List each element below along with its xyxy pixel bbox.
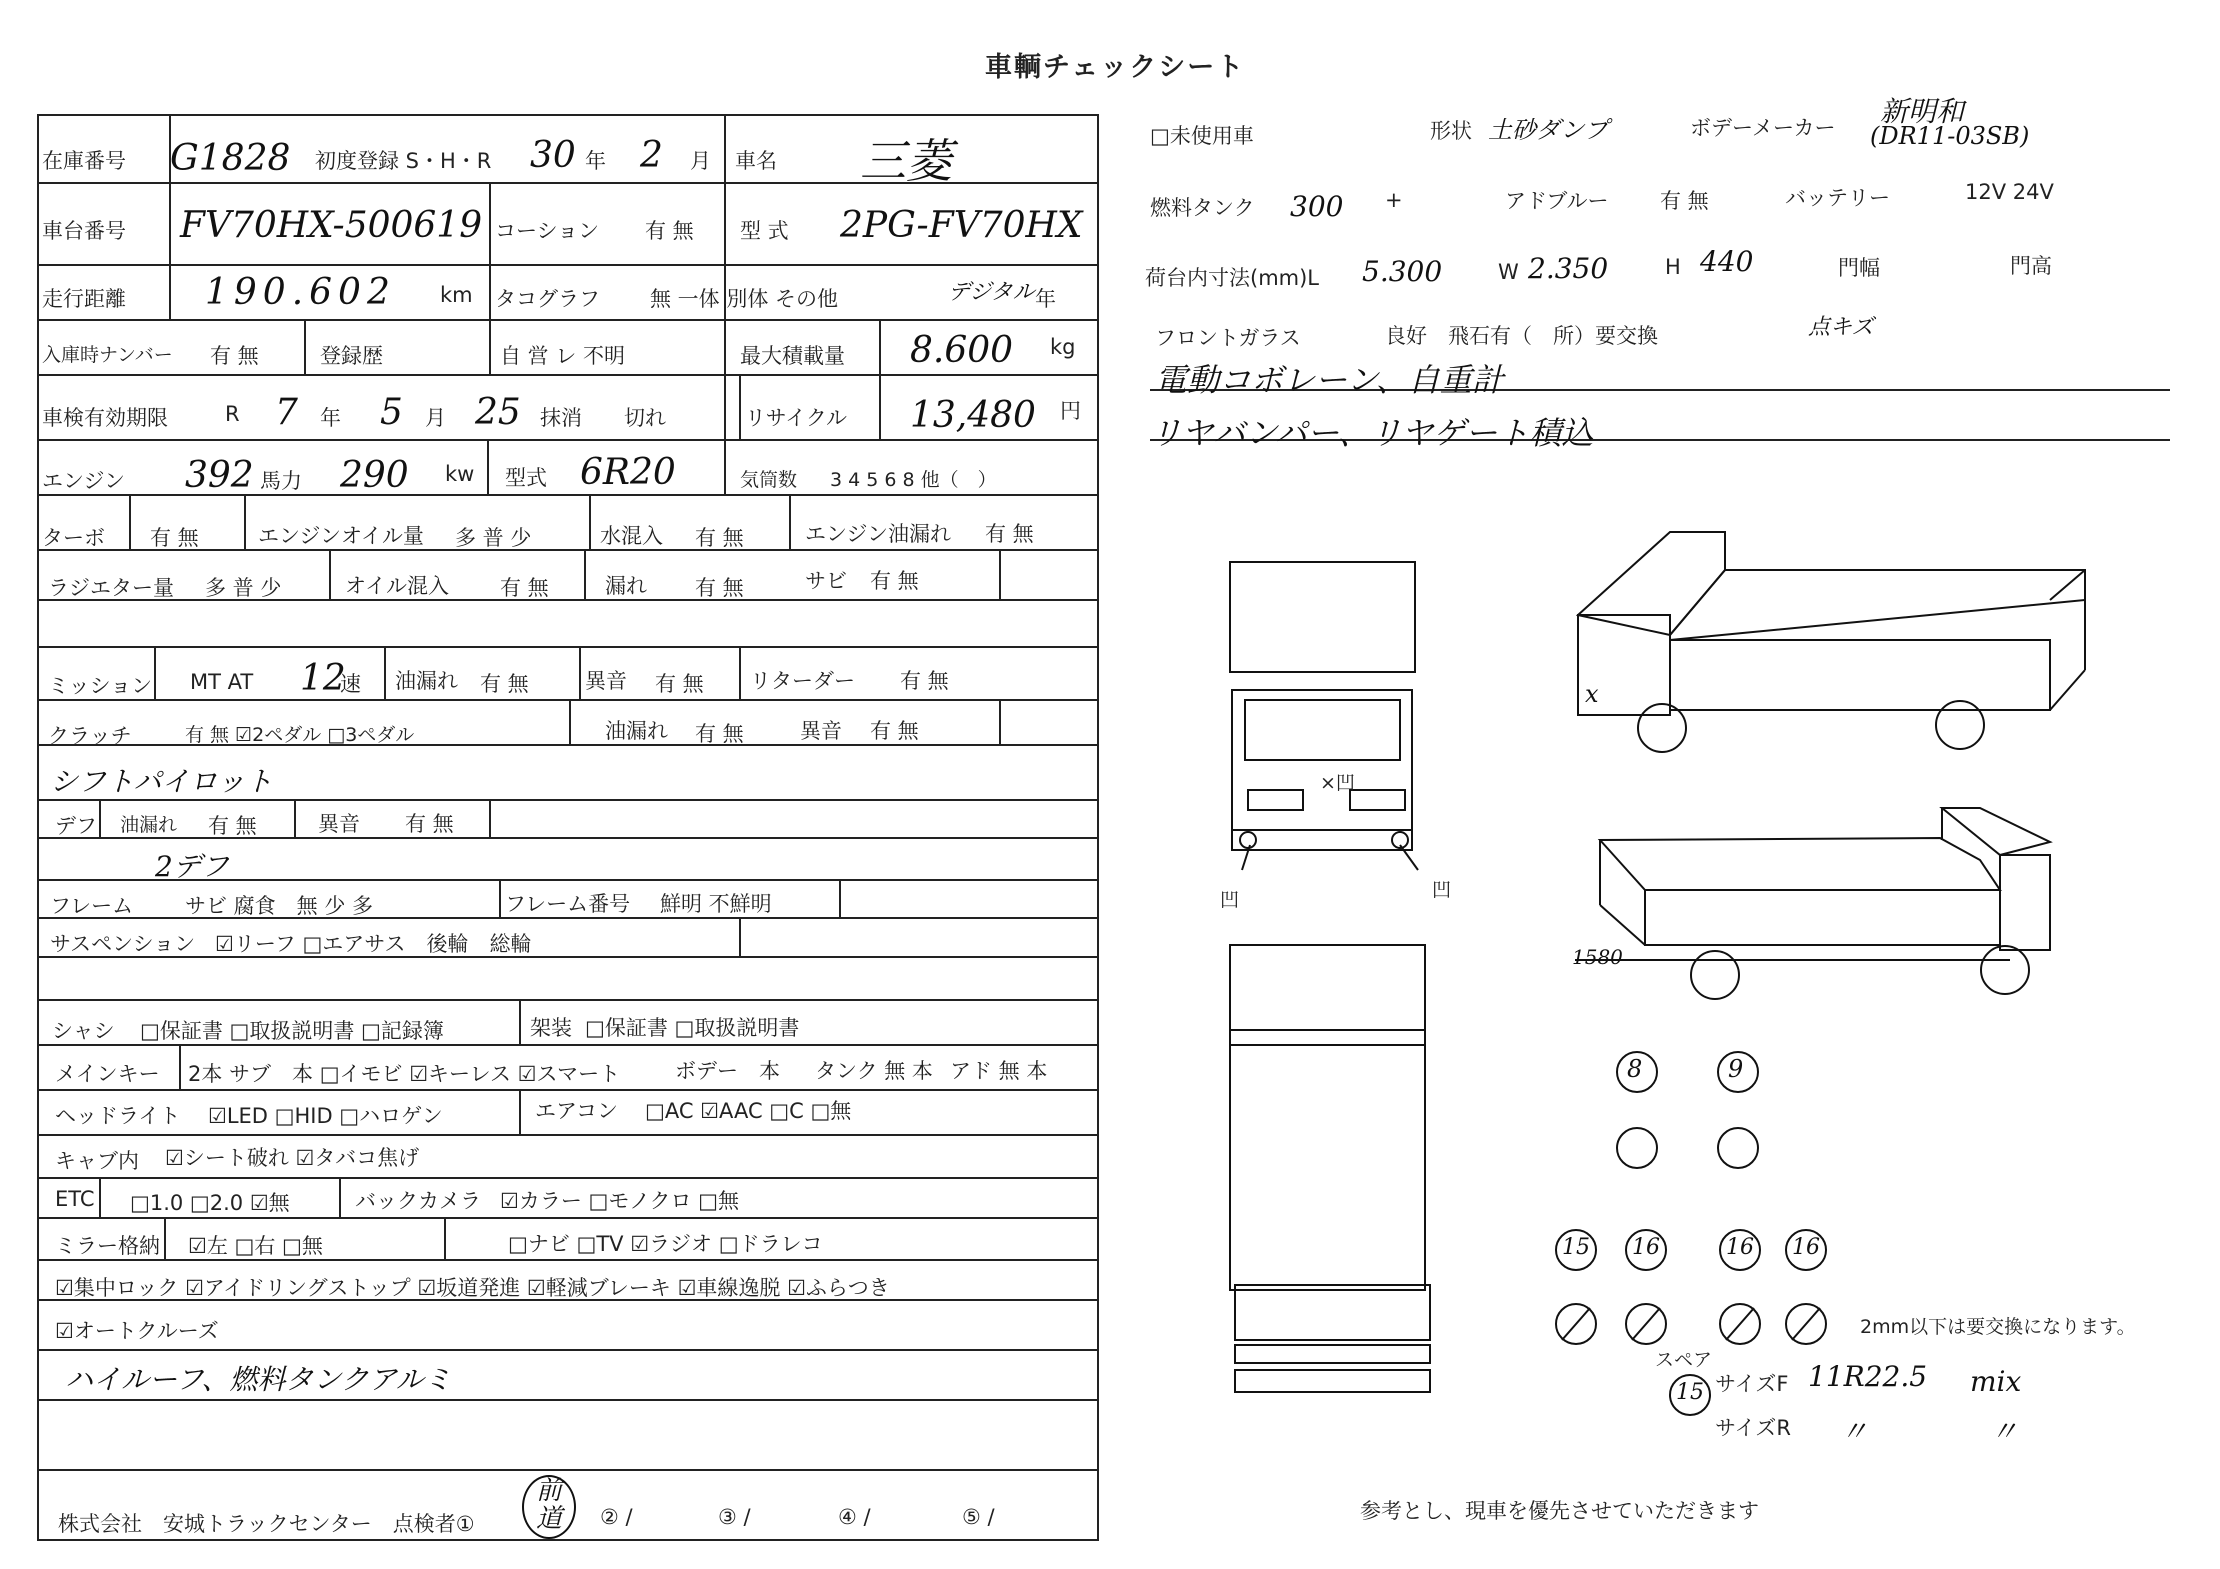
top-view-cab xyxy=(1230,562,1415,672)
kg-unit: kg xyxy=(1050,335,1076,359)
aircon-label: エアコン xyxy=(535,1099,618,1123)
rust-value: 有 無 xyxy=(870,569,919,593)
clutch-label: クラッチ xyxy=(48,724,132,748)
frame-number-label: フレーム番号 xyxy=(505,892,631,916)
turbo-label: ターボ xyxy=(42,526,105,550)
size-front-value: 11R22.5 xyxy=(1808,1360,1928,1393)
plate-label: 入庫時ナンバー xyxy=(42,344,173,366)
mission-oil-leak-value: 有 無 xyxy=(480,672,529,696)
mission-noise-label: 異音 xyxy=(585,669,627,693)
cabin-label: キャブ内 xyxy=(55,1149,139,1173)
bed-height: 440 xyxy=(1700,245,1754,278)
bed-dimension-label: 荷台内寸法(mm)L xyxy=(1145,266,1319,290)
suspension-value: ☑リーフ □エアサス 後輪 総輪 xyxy=(215,932,532,956)
frame-value: サビ 腐食 無 少 多 xyxy=(185,894,374,918)
bottom-note: 参考とし、現車を優先させていただきます xyxy=(1360,1499,1759,1523)
back-camera-label: バックカメラ xyxy=(355,1189,481,1213)
remark-2: リヤバンパー、リヤゲート積込 xyxy=(1150,414,1594,452)
oil-mix-value: 有 無 xyxy=(500,576,549,600)
size-rear-label: サイズR xyxy=(1715,1416,1791,1440)
back-camera-value: ☑カラー □モノクロ □無 xyxy=(500,1189,740,1213)
chassis-label: 車台番号 xyxy=(42,219,126,243)
recycle-label: リサイクル xyxy=(745,406,848,430)
cabin-value: ☑シート破れ ☑タバコ焦げ xyxy=(165,1146,420,1170)
model-type-label: 型 式 xyxy=(740,219,789,243)
inspection-era: R xyxy=(225,402,240,426)
leak-label: 漏れ xyxy=(605,574,647,598)
diff-oil-leak-label: 油漏れ xyxy=(120,814,178,836)
retarder-label: リターダー xyxy=(750,669,855,693)
yen-unit: 円 xyxy=(1060,399,1081,423)
clutch-oil-leak-value: 有 無 xyxy=(695,722,744,746)
clutch-oil-leak-label: 油漏れ xyxy=(605,719,668,743)
first-reg-year: 30 xyxy=(530,135,576,176)
shift-note: シフトパイロット xyxy=(50,765,273,798)
inspector-2: ② / xyxy=(600,1505,633,1529)
battery-value: 12V 24V xyxy=(1965,180,2054,204)
inspection-status: 抹消 切れ xyxy=(540,406,666,430)
km-unit: km xyxy=(440,283,473,307)
inspection-label: 車検有効期限 xyxy=(42,406,168,430)
dent-right: 凹 xyxy=(1432,879,1452,901)
month-unit: 月 xyxy=(690,149,711,173)
water-mix-label: 水混入 xyxy=(600,524,663,548)
inspector-4: ④ / xyxy=(838,1505,871,1529)
aircon-value: □AC ☑AAC □C □無 xyxy=(645,1099,852,1123)
size-rear-ditto-2: 〃 xyxy=(1990,1415,2019,1448)
leak-value: 有 無 xyxy=(695,576,744,600)
plate-value: 有 無 xyxy=(210,344,259,368)
speed-value: 12 xyxy=(300,658,346,699)
audio-value: □ナビ □TV ☑ラジオ □ドラレコ xyxy=(508,1232,823,1256)
mileage-label: 走行距離 xyxy=(42,287,126,311)
shape-value: 土砂ダンプ xyxy=(1488,116,1609,144)
suspension-label: サスペンション xyxy=(50,932,196,956)
caution-value: 有 無 xyxy=(645,219,694,243)
stock-value: G1828 xyxy=(170,138,291,179)
radiator-label: ラジエター量 xyxy=(48,576,174,600)
front-mark: ×凹 xyxy=(1320,772,1355,794)
turbo-value: 有 無 xyxy=(150,526,199,550)
tire-2: 9 xyxy=(1728,1055,1744,1083)
radiator-value: 多 普 少 xyxy=(205,576,282,600)
recycle-value: 13,480 xyxy=(910,395,1036,436)
cab-mark: x xyxy=(1585,680,1599,708)
car-name-label: 車名 xyxy=(735,149,777,173)
engine-model-value: 6R20 xyxy=(580,452,676,493)
horsepower-unit: 馬力 xyxy=(260,469,302,493)
mission-oil-leak-label: 油漏れ xyxy=(395,669,458,693)
engine-model-label: 型式 xyxy=(505,466,547,490)
main-key-label: メインキー xyxy=(55,1062,160,1086)
reg-history-value: 自 営 レ 不明 xyxy=(500,344,626,368)
body-maker-model: (DR11-03SB) xyxy=(1870,122,2030,150)
tachograph-note: デジタル xyxy=(948,280,1035,305)
unused-checkbox: □未使用車 xyxy=(1150,124,1254,148)
cylinders-value: 3 4 5 6 8 他（ ） xyxy=(830,469,997,491)
tachograph-value: 無 一体 別体 その他 xyxy=(650,287,839,311)
remarks-note: ハイルーフ、燃料タンクアルミ xyxy=(65,1363,452,1396)
inspector-5: ⑤ / xyxy=(962,1505,995,1529)
horsepower-value: 392 xyxy=(185,455,254,496)
tire-4: 16 xyxy=(1632,1235,1660,1260)
engine-leak-value: 有 無 xyxy=(985,522,1034,546)
auto-cruise: ☑オートクルーズ xyxy=(55,1319,219,1343)
inspection-month-unit: 月 xyxy=(425,406,446,430)
engine-oil-value: 多 普 少 xyxy=(455,526,532,550)
diff-oil-leak-value: 有 無 xyxy=(208,814,257,838)
rust-label: サビ xyxy=(805,569,847,593)
diff-noise-value: 有 無 xyxy=(405,812,454,836)
frame-label: フレーム xyxy=(50,894,134,918)
max-load-value: 8.600 xyxy=(910,330,1014,371)
mission-noise-value: 有 無 xyxy=(655,672,704,696)
headlight-value: ☑LED □HID □ハロゲン xyxy=(208,1104,443,1128)
inspection-year-unit: 年 xyxy=(320,406,341,430)
option-checklist: ☑集中ロック ☑アイドリングストップ ☑坂道発進 ☑軽減ブレーキ ☑車線逸脱 ☑ふらつき xyxy=(55,1276,890,1300)
tire-3: 15 xyxy=(1562,1235,1590,1260)
fuel-tank-label: 燃料タンク xyxy=(1150,196,1255,220)
clutch-noise-label: 異音 xyxy=(800,719,842,743)
chassis-docs-label: シャシ xyxy=(52,1019,115,1043)
inspector-seal: 前道 xyxy=(522,1475,576,1539)
mirror-value: ☑左 □右 □無 xyxy=(188,1234,323,1258)
mileage-value: 190.602 xyxy=(205,272,396,313)
tire-note: 2mm以下は要交換になります。 xyxy=(1860,1316,2136,1338)
body-docs-value: □保証書 □取扱説明書 xyxy=(585,1016,800,1040)
gate-height-label: 門高 xyxy=(2010,254,2052,278)
size-rear-ditto-1: 〃 xyxy=(1840,1415,1869,1448)
inspector-3: ③ / xyxy=(718,1505,751,1529)
engine-label: エンジン xyxy=(42,469,125,493)
year-unit: 年 xyxy=(585,149,606,173)
clutch-value: 有 無 ☑2ペダル □3ペダル xyxy=(185,724,415,746)
dent-left: 凹 xyxy=(1220,889,1240,911)
bed-length: 5.300 xyxy=(1362,255,1443,288)
adblue-value: 有 無 xyxy=(1660,189,1709,213)
diff-noise-label: 異音 xyxy=(318,812,360,836)
frame-number-value: 鮮明 不鮮明 xyxy=(660,892,772,916)
adblue-label: アドブルー xyxy=(1505,189,1609,213)
etc-value: □1.0 □2.0 ☑無 xyxy=(130,1191,290,1215)
spare-tire: 15 xyxy=(1676,1380,1704,1405)
bed-width-label: W xyxy=(1498,260,1519,284)
first-reg-label: 初度登録 S・H・R xyxy=(315,149,492,173)
tire-1: 8 xyxy=(1627,1055,1643,1083)
chassis-docs-value: □保証書 □取扱説明書 □記録簿 xyxy=(140,1019,444,1043)
clutch-noise-value: 有 無 xyxy=(870,719,919,743)
diff-note: 2デフ xyxy=(155,850,229,883)
tachograph-label: タコグラフ xyxy=(495,287,600,311)
diff-label: デフ xyxy=(55,814,97,838)
mix-note: mix xyxy=(1970,1365,2022,1398)
body-maker-label: ボデーメーカー xyxy=(1690,116,1836,140)
bed-height-label: H xyxy=(1665,255,1681,279)
mission-value: MT AT xyxy=(190,670,254,694)
cylinders-label: 気筒数 xyxy=(740,469,798,491)
reg-history-label: 登録歴 xyxy=(320,344,383,368)
tire-5: 16 xyxy=(1726,1235,1754,1260)
size-front-label: サイズF xyxy=(1715,1372,1789,1396)
fuel-plus: + xyxy=(1385,188,1403,212)
body-docs-label: 架装 xyxy=(530,1016,572,1040)
shape-label: 形状 xyxy=(1430,119,1472,143)
inspection-year: 7 xyxy=(275,392,298,433)
mirror-label: ミラー格納 xyxy=(55,1234,160,1258)
chassis-value: FV70HX-500619 xyxy=(180,205,483,246)
inspection-month: 5 xyxy=(380,392,403,433)
page-title: 車輌チェックシート xyxy=(985,52,1246,83)
first-reg-month: 2 xyxy=(640,135,663,176)
gate-width-label: 門幅 xyxy=(1838,256,1880,280)
headlight-label: ヘッドライト xyxy=(55,1104,181,1128)
stock-label: 在庫番号 xyxy=(42,149,126,173)
retarder-value: 有 無 xyxy=(900,669,949,693)
adblue-key: アド 無 本 xyxy=(950,1059,1048,1083)
engine-oil-label: エンジンオイル量 xyxy=(258,524,424,548)
kw-unit: kw xyxy=(445,462,475,486)
water-mix-value: 有 無 xyxy=(695,526,744,550)
kw-value: 290 xyxy=(340,455,409,496)
main-key-value: 2本 サブ 本 □イモビ ☑キーレス ☑スマート xyxy=(188,1062,621,1086)
caution-label: コーション xyxy=(495,219,600,243)
model-type-value: 2PG-FV70HX xyxy=(840,205,1083,246)
body-maker-value: 新明和 xyxy=(1880,95,1965,128)
taco-year-unit: 年 xyxy=(1035,287,1056,311)
car-name-value: 三菱 xyxy=(860,134,952,188)
oil-mix-label: オイル混入 xyxy=(345,574,449,598)
engine-leak-label: エンジン油漏れ xyxy=(805,522,951,546)
windshield-note: 点キズ xyxy=(1808,315,1874,340)
bed-width: 2.350 xyxy=(1528,252,1609,285)
windshield-label: フロントガラス xyxy=(1155,326,1301,350)
tank-key: タンク 無 本 xyxy=(815,1059,933,1083)
battery-label: バッテリー xyxy=(1785,186,1890,210)
tire-6: 16 xyxy=(1792,1235,1820,1260)
etc-label: ETC xyxy=(55,1187,95,1211)
speed-unit: 速 xyxy=(340,672,361,696)
inspector-company: 株式会社 安城トラックセンター 点検者① xyxy=(58,1512,475,1536)
mission-label: ミッション xyxy=(48,674,153,698)
windshield-value: 良好 飛石有（ 所）要交換 xyxy=(1385,324,1658,348)
inspection-day: 25 xyxy=(475,392,521,433)
max-load-label: 最大積載量 xyxy=(740,344,845,368)
body-key: ボデー 本 xyxy=(675,1059,780,1083)
fuel-tank-value: 300 xyxy=(1290,190,1344,223)
remark-1: 電動コボレーン、自重計 xyxy=(1155,361,1504,399)
spare-label: スペア xyxy=(1655,1349,1713,1371)
body-length-mark: 1580 xyxy=(1572,945,1623,969)
